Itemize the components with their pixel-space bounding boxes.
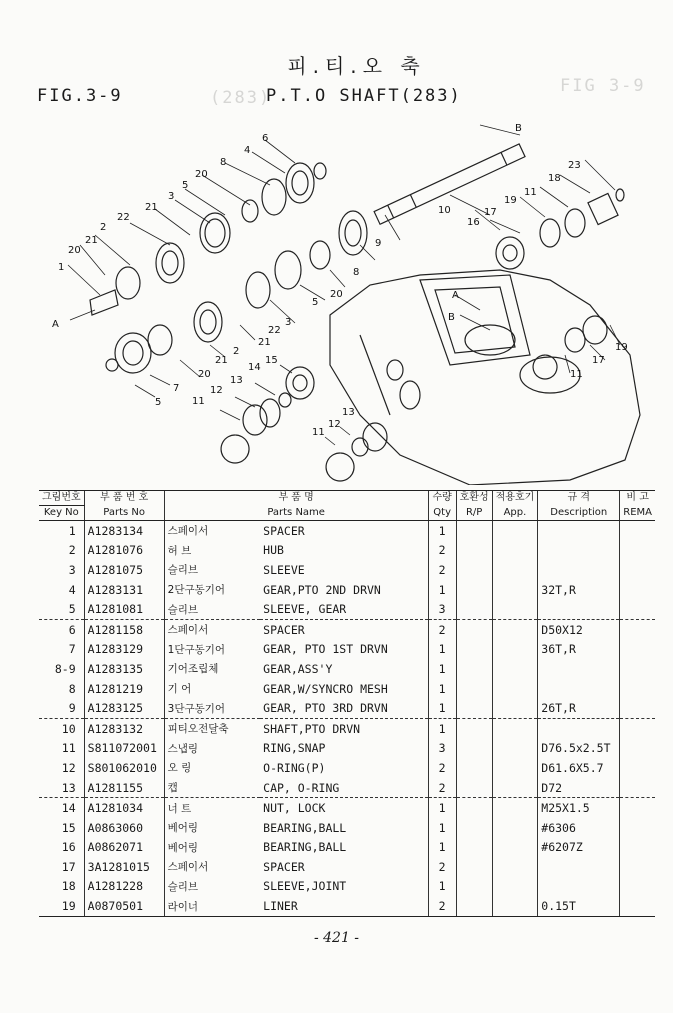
header-key-ko: 그림번호 — [39, 491, 84, 506]
page-number: - 421 - — [313, 930, 360, 946]
row-part-name: SPACER — [263, 622, 305, 637]
table-row — [39, 619, 655, 639]
callout-21: 21 — [215, 355, 228, 366]
row-part-name: GEAR, PTO 3RD DRVN — [260, 698, 428, 718]
row-remarks — [620, 838, 655, 858]
row-remarks — [620, 541, 655, 561]
row-korean-name: 베어링 — [164, 818, 260, 838]
hub-2 — [156, 243, 184, 283]
row-korean-name: 1단구동기어 — [164, 640, 260, 660]
row-rp — [456, 758, 492, 778]
table-row — [39, 640, 655, 660]
row-qty: 1 — [428, 580, 456, 600]
row-part-name: GEAR,W/SYNCRO MESH — [263, 681, 388, 696]
row-part-no: 3A1281015 — [84, 857, 164, 877]
row-rp — [456, 838, 492, 858]
row-part-no: A1283131 — [84, 580, 164, 600]
callout-12: 12 — [328, 419, 341, 430]
row-app — [492, 640, 538, 660]
callout-14: 14 — [248, 362, 261, 373]
row-app — [492, 778, 538, 798]
row-part-name: SLEEVE,JOINT — [263, 879, 347, 894]
table-row — [39, 877, 655, 897]
row-app — [492, 619, 538, 639]
callout-17: 17 — [592, 355, 605, 366]
row-korean-name: 기어조립체 — [164, 659, 260, 679]
row-qty: 2 — [428, 896, 456, 916]
callout-22: 22 — [268, 325, 281, 336]
row-qty: 1 — [428, 838, 456, 858]
row-part-name: GEAR, PTO 1ST DRVN — [263, 642, 388, 657]
header-app-ko: 적용호기 — [492, 491, 538, 506]
row-qty: 3 — [428, 739, 456, 759]
row-korean-name: 스페이서 — [164, 857, 260, 877]
row-description: #6207Z — [538, 838, 620, 858]
row-app — [492, 718, 538, 738]
table-row — [39, 599, 655, 619]
row-key: 10 — [61, 721, 76, 736]
row-description — [538, 599, 620, 619]
row-rp — [456, 698, 492, 718]
callout-19: 19 — [615, 342, 628, 353]
row-app — [492, 896, 538, 916]
row-description — [538, 718, 620, 738]
table-row — [39, 718, 655, 738]
row-korean-name: 스페이서 — [164, 619, 260, 639]
row-app — [492, 580, 538, 600]
row-part-no: A1281228 — [84, 877, 164, 897]
table-row — [39, 798, 655, 818]
row-korean-name: 슬리브 — [164, 599, 260, 619]
row-app — [492, 560, 538, 580]
callout-18: 18 — [548, 173, 561, 184]
row-description — [538, 521, 620, 541]
row-korean-name: 너 트 — [164, 798, 260, 818]
row-remarks — [620, 619, 655, 639]
row-remarks — [620, 758, 655, 778]
row-qty: 1 — [428, 818, 456, 838]
header-qty-ko: 수량 — [428, 491, 456, 506]
row-rp — [456, 541, 492, 561]
row-korean-name: 슬리브 — [164, 877, 260, 897]
table-row — [39, 560, 655, 580]
page-title-korean: 피.티.오 축 — [287, 54, 426, 78]
header-app-en: App. — [492, 506, 538, 521]
row-qty: 2 — [428, 619, 456, 639]
callout-23: 23 — [568, 160, 581, 171]
row-part-name: SPACER — [263, 523, 305, 538]
row-qty: 1 — [428, 640, 456, 660]
callout-20: 20 — [68, 245, 81, 256]
row-remarks — [620, 896, 655, 916]
row-part-no: A0863060 — [84, 818, 164, 838]
row-remarks — [620, 679, 655, 699]
callout-12: 12 — [210, 385, 223, 396]
header-desc-ko: 규 격 — [538, 491, 620, 506]
row-part-no: A0862071 — [84, 838, 164, 858]
callout-8: 8 — [353, 267, 360, 278]
table-row — [39, 541, 655, 561]
row-qty: 1 — [428, 718, 456, 738]
table-row — [39, 698, 655, 718]
callout-3: 3 — [285, 317, 292, 328]
row-rp — [456, 521, 492, 541]
row-part-name: SPACER — [263, 859, 305, 874]
callout-19: 19 — [504, 195, 517, 206]
row-part-name: SLEEVE — [263, 562, 305, 577]
row-korean-name: 베어링 — [164, 838, 260, 858]
row-qty: 1 — [428, 659, 456, 679]
row-app — [492, 521, 538, 541]
callout-13: 13 — [230, 375, 243, 386]
callout-5: 5 — [312, 297, 319, 308]
row-key: 17 — [61, 859, 76, 874]
callout-6: 6 — [262, 133, 269, 144]
callout-2: 2 — [100, 222, 107, 233]
callout-20: 20 — [198, 369, 211, 380]
row-part-name: RING,SNAP — [263, 741, 326, 756]
row-remarks — [620, 580, 655, 600]
row-app — [492, 698, 538, 718]
row-part-no: A1283125 — [84, 698, 164, 718]
bleed-through-text: FIG 3-9 — [560, 76, 646, 96]
row-part-no: A1283129 — [84, 640, 164, 660]
row-qty: 2 — [428, 541, 456, 561]
row-description: #6306 — [538, 818, 620, 838]
row-rp — [456, 619, 492, 639]
row-part-no: A1281219 — [84, 679, 164, 699]
row-app — [492, 739, 538, 759]
row-part-name: SHAFT,PTO DRVN — [263, 721, 361, 736]
row-remarks — [620, 521, 655, 541]
row-key: 18 — [61, 879, 76, 894]
row-part-no: A1281155 — [84, 778, 164, 798]
callout-20: 20 — [330, 289, 343, 300]
row-part-name: BEARING,BALL — [263, 840, 347, 855]
row-key: 16 — [61, 840, 76, 855]
row-description: M25X1.5 — [538, 798, 620, 818]
row-key: 2 — [68, 543, 76, 558]
callout-3: 3 — [168, 191, 175, 202]
row-key: 14 — [61, 801, 76, 816]
row-key: 8 — [68, 681, 76, 696]
row-description — [538, 877, 620, 897]
row-rp — [456, 718, 492, 738]
header-rem-en: REMA — [620, 506, 655, 521]
parts-table-body — [39, 521, 655, 917]
callout-11: 11 — [524, 187, 537, 198]
row-key: 3 — [68, 562, 76, 577]
row-app — [492, 857, 538, 877]
row-korean-name: 캡 — [164, 778, 260, 798]
table-header-english — [39, 506, 655, 521]
row-korean-name: 2단구동기어 — [164, 580, 260, 600]
callout-11: 11 — [570, 369, 583, 380]
bleed-through-text: (283) — [210, 88, 272, 108]
callout-16: 16 — [467, 217, 480, 228]
header-qty-en: Qty — [428, 506, 456, 521]
spacer-1 — [90, 290, 118, 315]
header-key-en: Key No — [39, 506, 84, 521]
row-app — [492, 599, 538, 619]
row-korean-name: 라이너 — [164, 896, 260, 916]
table-row — [39, 778, 655, 798]
row-part-no: A0870501 — [84, 896, 164, 916]
row-part-no: A1281075 — [84, 560, 164, 580]
callout-2: 2 — [233, 346, 240, 357]
figure-label: FIG.3-9 — [37, 86, 123, 106]
callout-5: 5 — [182, 180, 189, 191]
liner-19 — [583, 316, 607, 344]
sleeve-joint-18 — [588, 193, 618, 224]
row-remarks — [620, 778, 655, 798]
row-key: 19 — [39, 896, 84, 916]
row-description: D72 — [538, 778, 620, 798]
row-rp — [456, 896, 492, 916]
row-qty: 2 — [428, 778, 456, 798]
row-key: 9 — [39, 698, 84, 718]
row-korean-name: 피티오전달축 — [164, 718, 260, 738]
row-app — [492, 818, 538, 838]
table-row — [39, 580, 655, 600]
row-part-name: GEAR,ASS'Y — [263, 661, 333, 676]
callout-15: 15 — [265, 355, 278, 366]
callout-B: B — [515, 123, 522, 134]
row-part-name: NUT, LOCK — [263, 801, 326, 816]
row-part-no: S801062010 — [84, 758, 164, 778]
row-rp — [456, 798, 492, 818]
row-qty: 1 — [428, 521, 456, 541]
table-row — [39, 857, 655, 877]
row-remarks — [620, 718, 655, 738]
table-row — [39, 838, 655, 858]
row-description — [538, 679, 620, 699]
row-key: 8-9 — [54, 661, 76, 676]
row-qty: 3 — [428, 599, 456, 619]
row-part-name: HUB — [263, 543, 284, 558]
row-key: 1 — [68, 523, 76, 538]
bearing-16 — [496, 237, 524, 269]
callout-5: 5 — [155, 397, 162, 408]
row-qty: 1 — [428, 877, 456, 897]
row-korean-name: 스페이서 — [164, 521, 260, 541]
row-rp — [456, 857, 492, 877]
row-korean-name: 스냅링 — [164, 739, 260, 759]
row-remarks — [620, 739, 655, 759]
exploded-parts-diagram — [30, 115, 650, 485]
table-row — [39, 521, 655, 541]
row-part-no: A1281034 — [84, 798, 164, 818]
row-part-name: CAP, O-RING — [260, 778, 428, 798]
row-description: 36T,R — [538, 640, 620, 660]
row-remarks — [620, 698, 655, 718]
callout-7: 7 — [173, 383, 180, 394]
row-description — [538, 541, 620, 561]
row-description — [538, 659, 620, 679]
row-key: 7 — [68, 642, 76, 657]
row-description: 26T,R — [538, 698, 620, 718]
table-row — [39, 679, 655, 699]
table-row — [39, 659, 655, 679]
row-part-name: SLEEVE, GEAR — [260, 599, 428, 619]
row-qty: 1 — [428, 679, 456, 699]
header-part-ko: 부 품 번 호 — [84, 491, 164, 506]
row-rp — [456, 818, 492, 838]
table-header-korean — [39, 491, 655, 506]
header-rp-en: R/P — [456, 506, 492, 521]
row-description — [538, 560, 620, 580]
gear-4 — [286, 163, 314, 203]
row-remarks — [620, 818, 655, 838]
row-qty: 1 — [428, 698, 456, 718]
callout-10: 10 — [438, 205, 451, 216]
row-key: 4 — [68, 582, 76, 597]
row-part-no: S811072001 — [84, 739, 164, 759]
callout-1: 1 — [58, 262, 65, 273]
row-qty: 2 — [428, 758, 456, 778]
callout-9: 9 — [375, 238, 382, 249]
row-part-no: A1283132 — [84, 718, 164, 738]
table-row — [39, 758, 655, 778]
row-remarks — [620, 877, 655, 897]
gear-9 — [339, 211, 367, 255]
row-rp — [456, 778, 492, 798]
row-description: D76.5x2.5T — [538, 739, 620, 759]
row-part-name: GEAR,PTO 2ND DRVN — [263, 582, 381, 597]
row-key: 15 — [61, 820, 76, 835]
row-qty: 2 — [428, 857, 456, 877]
header-rem-ko: 비 고 — [620, 491, 655, 506]
callout-A: A — [452, 290, 459, 301]
row-part-name: LINER — [260, 896, 428, 916]
row-korean-name: 기 어 — [164, 679, 260, 699]
row-description: D61.6X5.7 — [538, 758, 620, 778]
row-remarks — [620, 599, 655, 619]
row-rp — [456, 580, 492, 600]
header-name-en: Parts Name — [164, 506, 428, 521]
row-rp — [456, 640, 492, 660]
table-row — [39, 896, 655, 916]
row-rp — [456, 599, 492, 619]
row-part-name: O-RING(P) — [263, 760, 326, 775]
table-row — [39, 739, 655, 759]
row-rp — [456, 560, 492, 580]
row-part-name: BEARING,BALL — [263, 820, 347, 835]
row-korean-name: 오 링 — [164, 758, 260, 778]
callout-20: 20 — [195, 169, 208, 180]
row-rp — [456, 679, 492, 699]
row-rp — [456, 739, 492, 759]
sleeve-2 — [194, 302, 222, 342]
row-qty: 1 — [428, 798, 456, 818]
row-part-no: A1283134 — [84, 521, 164, 541]
callout-21: 21 — [258, 337, 271, 348]
callout-4: 4 — [244, 145, 251, 156]
callout-8: 8 — [220, 157, 227, 168]
callout-11: 11 — [312, 427, 325, 438]
row-app — [492, 679, 538, 699]
callout-21: 21 — [85, 235, 98, 246]
row-description: 32T,R — [538, 580, 620, 600]
parts-table — [39, 490, 655, 917]
row-app — [492, 798, 538, 818]
row-key: 5 — [39, 599, 84, 619]
row-remarks — [620, 857, 655, 877]
row-qty: 2 — [428, 560, 456, 580]
row-key: 13 — [39, 778, 84, 798]
row-app — [492, 758, 538, 778]
row-app — [492, 659, 538, 679]
gear-7 — [115, 333, 151, 373]
row-app — [492, 541, 538, 561]
callout-22: 22 — [117, 212, 130, 223]
page-title-english: P.T.O SHAFT(283) — [266, 86, 462, 106]
row-description: D50X12 — [538, 619, 620, 639]
row-description — [538, 857, 620, 877]
callout-11: 11 — [192, 396, 205, 407]
row-part-no: A1281081 — [84, 599, 164, 619]
row-remarks — [620, 659, 655, 679]
row-part-no: A1281076 — [84, 541, 164, 561]
callout-13: 13 — [342, 407, 355, 418]
row-korean-name: 허 브 — [164, 541, 260, 561]
row-description: 0.15T — [538, 896, 620, 916]
row-remarks — [620, 560, 655, 580]
row-key: 11 — [61, 741, 76, 756]
row-korean-name: 슬리브 — [164, 560, 260, 580]
header-desc-en: Description — [538, 506, 620, 521]
row-remarks — [620, 798, 655, 818]
row-remarks — [620, 640, 655, 660]
row-part-no: A1281158 — [84, 619, 164, 639]
row-app — [492, 877, 538, 897]
header-part-en: Parts No — [84, 506, 164, 521]
row-app — [492, 838, 538, 858]
callout-17: 17 — [484, 207, 497, 218]
callout-A: A — [52, 319, 59, 330]
row-rp — [456, 877, 492, 897]
row-part-no: A1283135 — [84, 659, 164, 679]
callout-B: B — [448, 312, 455, 323]
row-key: 6 — [68, 622, 76, 637]
header-name-ko: 부 품 명 — [164, 491, 428, 506]
table-row — [39, 818, 655, 838]
row-key: 12 — [61, 760, 76, 775]
header-rp-ko: 호환성 — [456, 491, 492, 506]
row-korean-name: 3단구동기어 — [164, 698, 260, 718]
callout-21: 21 — [145, 202, 158, 213]
row-rp — [456, 659, 492, 679]
